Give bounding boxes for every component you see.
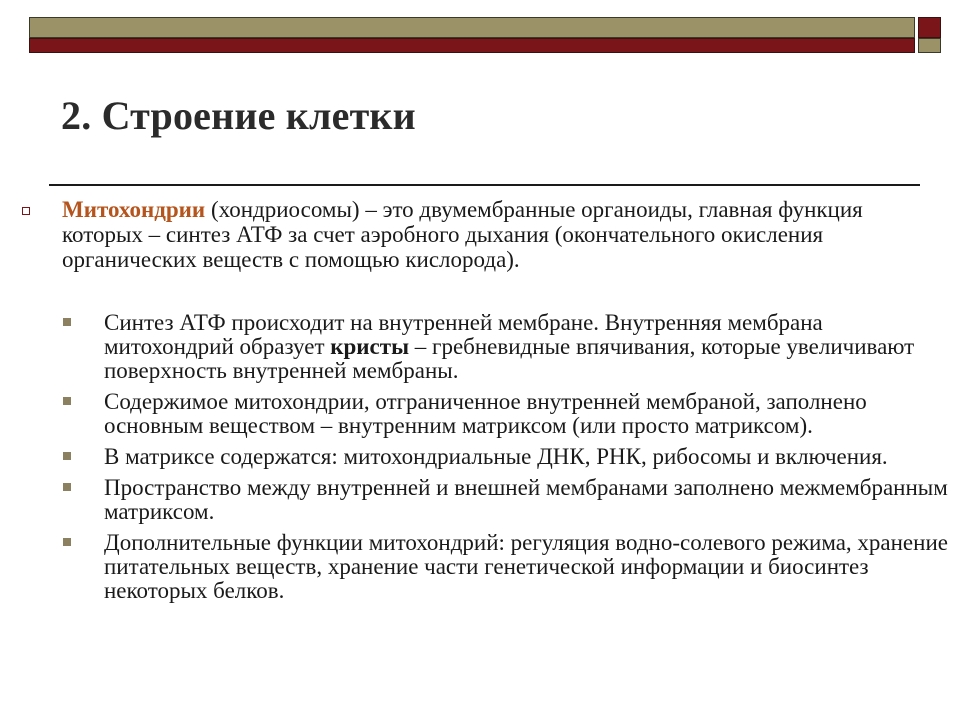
header-band-olive xyxy=(29,17,915,38)
filled-square-bullet-icon xyxy=(63,483,71,491)
list-item-text: Содержимое митохондрии, отграниченное внутренней мембраной, заполнено основным веществом – внутренним матриксом (или просто матриксом). xyxy=(104,389,867,438)
list-item xyxy=(58,390,948,438)
main-paragraph-text: (хондриосомы) – это двумембранные органоиды, главная функция которых – синтез АТФ за счет аэробного дыхания (окончательного окисления органических веществ с помощью кислорода). xyxy=(62,197,863,272)
highlight-term: Митохондрии xyxy=(62,197,206,222)
corner-square-maroon xyxy=(918,17,941,38)
list-item-text: Пространство между внутренней и внешней мембранами заполнено межмембранным матриксом. xyxy=(104,475,948,524)
list-item xyxy=(58,445,948,469)
filled-square-bullet-icon xyxy=(63,538,71,546)
slide-title: 2. Строение клетки xyxy=(61,93,416,138)
hollow-square-bullet-icon xyxy=(22,207,30,215)
bold-term: кристы xyxy=(330,334,410,359)
list-item xyxy=(58,531,948,603)
list-item xyxy=(58,311,948,383)
list-item-text-after: – гребневидные впячивания, которые увеличивают поверхность внутренней мембраны. xyxy=(104,334,915,383)
list-item-text: Дополнительные функции митохондрий: регуляция водно-солевого режима, хранение питательных веществ, хранение части генетической информации и биосинтез некоторых белков. xyxy=(104,530,948,603)
list-item-text-before: Синтез АТФ происходит на внутренней мембране. Внутренняя мембрана митохондрий образует xyxy=(104,310,823,359)
main-paragraph xyxy=(62,197,932,272)
header-band-maroon xyxy=(29,38,915,53)
list-item-text: В матриксе содержатся: митохондриальные ДНК, РНК, рибосомы и включения. xyxy=(104,444,888,469)
list-item xyxy=(58,476,948,524)
sub-bullet-list xyxy=(58,311,948,610)
filled-square-bullet-icon xyxy=(63,318,71,326)
filled-square-bullet-icon xyxy=(63,452,71,460)
corner-square-olive xyxy=(918,38,941,53)
filled-square-bullet-icon xyxy=(63,397,71,405)
title-divider xyxy=(49,184,920,186)
